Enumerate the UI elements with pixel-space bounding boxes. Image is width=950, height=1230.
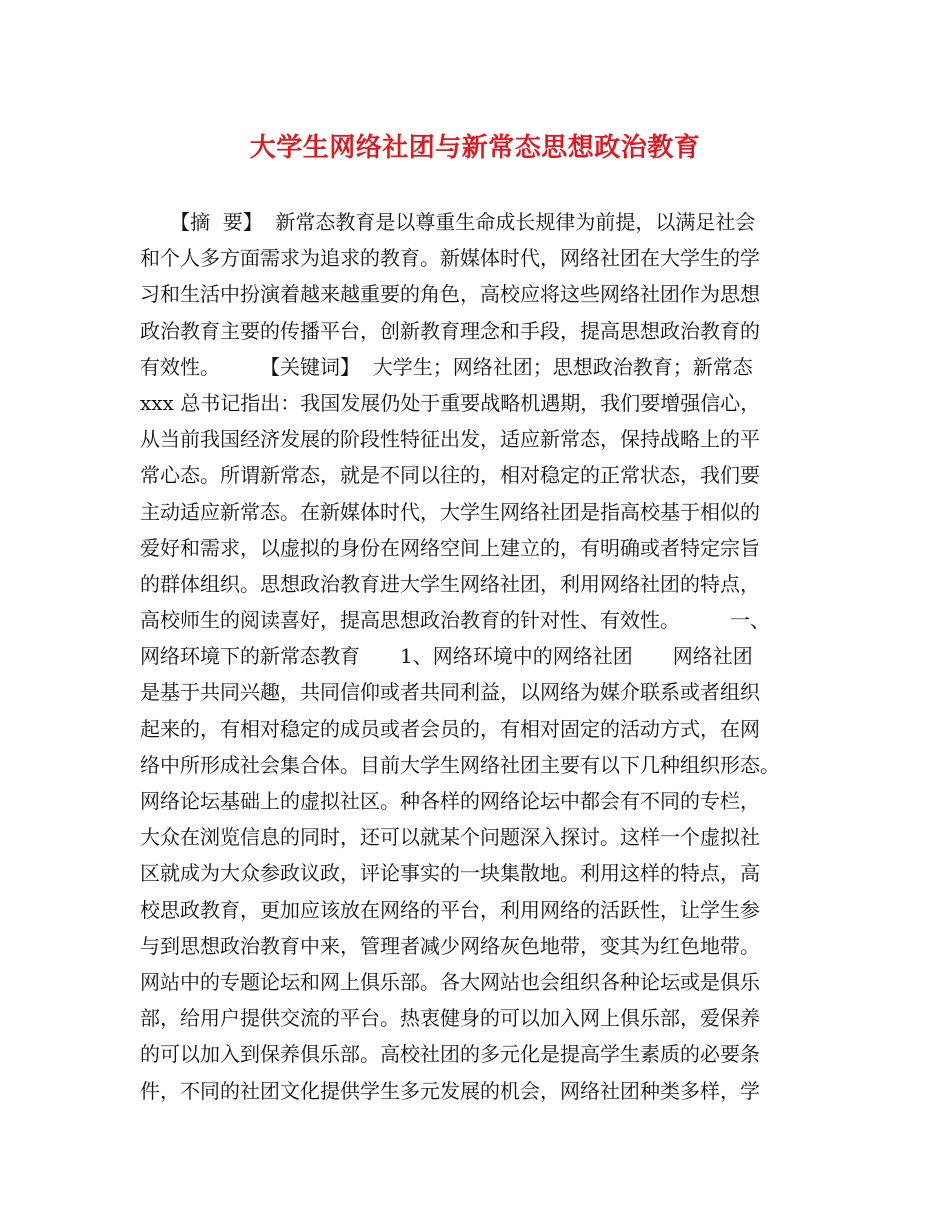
body-text-line: 网络论坛基础上的虚拟社区。种各样的网络论坛中都会有不同的专栏，: [140, 789, 760, 813]
body-text-line: 政治教育主要的传播平台，创新教育理念和手段，提高思想政治教育的: [140, 318, 760, 343]
body-text-line: 【摘 要】 新常态教育是以尊重生命成长规律为前提，以满足社会: [140, 210, 756, 234]
body-text-line: 是基于共同兴趣，共同信仰或者共同利益，以网络为媒介联系或者组织: [140, 680, 760, 705]
body-text-line: 主动适应新常态。在新媒体时代，大学生网络社团是指高校基于相似的: [140, 499, 760, 524]
document-title: 大学生网络社团与新常态思想政治教育: [249, 133, 701, 163]
body-text-line: 网站中的专题论坛和网上俱乐部。各大网站也会组织各种论坛或是俱乐: [140, 969, 760, 994]
body-text-line: 从当前我国经济发展的阶段性特征出发，适应新常态，保持战略上的平: [140, 427, 760, 452]
body-text-line: 和个人多方面需求为追求的教育。新媒体时代，网络社团在大学生的学: [140, 246, 760, 271]
body-text-line: 的可以加入到保养俱乐部。高校社团的多元化是提高学生素质的必要条: [140, 1042, 760, 1067]
body-text-line: 部，给用户提供交流的平台。热衷健身的可以加入网上俱乐部，爱保养: [140, 1006, 760, 1031]
body-text-line: 件，不同的社团文化提供学生多元发展的机会，网络社团种类多样，学: [140, 1078, 760, 1103]
body-text-line: 网络环境下的新常态教育 1、网络环境中的网络社团 网络社团: [140, 644, 753, 669]
document-body: [140, 204, 830, 1109]
body-text-line: 起来的，有相对稳定的成员或者会员的，有相对固定的活动方式，在网: [140, 716, 760, 741]
body-text-line: 高校师生的阅读喜好，提高思想政治教育的针对性、有效性。 一、: [140, 608, 770, 633]
body-text-line: 大众在浏览信息的同时，还可以就某个问题深入探讨。这样一个虚拟社: [140, 825, 760, 850]
body-text-line: 常心态。所谓新常态，就是不同以往的，相对稳定的正常状态，我们要: [140, 463, 760, 488]
body-text-line: 习和生活中扮演着越来越重要的角色，高校应将这些网络社团作为思想: [140, 282, 760, 307]
body-text-line: 有效性。 【关键词】 大学生；网络社团；思想政治教育；新常态: [140, 354, 753, 379]
body-text-line: 络中所形成社会集合体。目前大学生网络社团主要有以下几种组织形态。: [140, 752, 780, 777]
body-text-line: 爱好和需求，以虚拟的身份在网络空间上建立的，有明确或者特定宗旨: [140, 535, 760, 560]
body-text-line: 校思政教育，更加应该放在网络的平台，利用网络的活跃性，让学生参: [140, 897, 760, 922]
body-text-line: 区就成为大众参政议政，评论事实的一块集散地。利用这样的特点，高: [140, 861, 760, 886]
body-text-line: 的群体组织。思想政治教育进大学生网络社团，利用网络社团的特点，: [140, 571, 760, 596]
body-text-line: 与到思想政治教育中来，管理者减少网络灰色地带，变其为红色地带。: [140, 933, 760, 958]
body-text-line: xxx 总书记指出：我国发展仍处于重要战略机遇期，我们要增强信心，: [140, 390, 761, 415]
